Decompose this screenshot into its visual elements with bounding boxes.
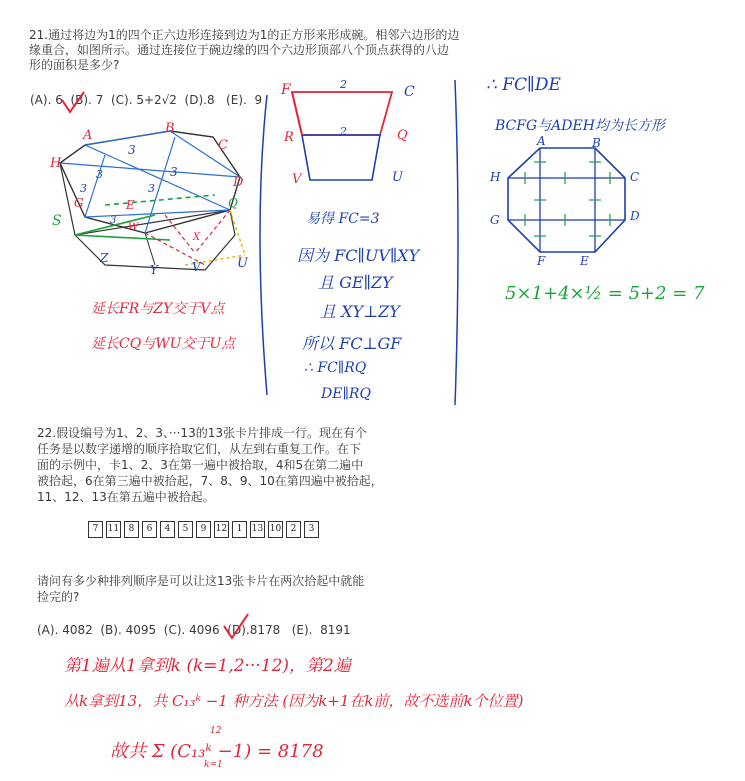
- fig1-num-3b: 3: [170, 165, 178, 179]
- fig3-formula: 5×1+4×½ = 5+2 = 7: [505, 283, 705, 304]
- fig1-num-3c: 3: [96, 168, 103, 181]
- q21-line-2: 缘重合，如图所示。通过连接位于碗边缘的四个六边形顶部八个顶点获得的八边: [29, 43, 450, 57]
- q22-line-2: 任务是以数字递增的顺序拾取它们，从左到右重复工作。在下: [37, 442, 362, 456]
- fig2-label-R: R: [284, 130, 294, 145]
- octagon-figure: [490, 140, 650, 260]
- card: 13: [250, 521, 265, 538]
- fig3-line-1: ∴ FC∥DE: [486, 75, 561, 95]
- fig1-label-W: W: [128, 222, 139, 233]
- sum-upper-limit: 12: [210, 726, 222, 736]
- fig1-label-V: V: [192, 260, 201, 274]
- card: 9: [196, 521, 211, 538]
- card: 11: [106, 521, 121, 538]
- card: 12: [214, 521, 229, 538]
- fig3-label-A: A: [537, 134, 546, 148]
- card: 8: [124, 521, 139, 538]
- card: 7: [88, 521, 103, 538]
- fig2-line-1: 易得 FC=3: [306, 211, 380, 227]
- fig2-num-2b: 2: [340, 125, 347, 138]
- fig1-label-Y: Y: [150, 263, 158, 277]
- q22-question-1: 请问有多少种排列顺序是可以让这13张卡片在两次拾起中就能: [37, 574, 365, 588]
- fig1-label-D: D: [233, 175, 244, 190]
- fig1-label-X: X: [193, 232, 201, 243]
- fig1-label-B: B: [165, 121, 175, 136]
- card: 4: [160, 521, 175, 538]
- card: 10: [268, 521, 283, 538]
- fig1-label-H: H: [50, 156, 62, 171]
- fig2-line-5: 所以 FC⊥GF: [302, 334, 402, 353]
- fig2-line-6: ∴ FC∥RQ: [304, 360, 367, 376]
- q22-line-3: 面的示例中，卡1、2、3在第一遍中被拾取，4和5在第二遍中: [37, 458, 364, 472]
- fig1-label-Q: Q: [228, 196, 238, 210]
- q22-line-1: 22.假设编号为1、2、3、···13的13张卡片排成一行。现在有个: [37, 426, 367, 440]
- fig3-label-C: C: [630, 170, 640, 184]
- q21-line-3: 形的面积是多少?: [29, 58, 120, 72]
- fig2-line-7: DE∥RQ: [321, 386, 371, 402]
- fig3-label-D: D: [630, 209, 640, 223]
- q21-line-1: 21.通过将边为1的四个正六边形连接到边为1的正方形来形成碗。相邻六边形的边: [29, 28, 460, 42]
- q22-line-5: 11、12、13在第五遍中被拾起。: [37, 490, 215, 504]
- fig2-line-3: 且 GE∥ZY: [318, 273, 393, 292]
- card: 6: [142, 521, 157, 538]
- fig1-label-A: A: [83, 128, 93, 143]
- solution-line-3: 故共 Σ (C₁₃ᵏ −1) = 8178: [110, 741, 324, 762]
- fig3-label-H: H: [490, 170, 501, 184]
- fig2-label-V: V: [292, 172, 302, 187]
- fig3-label-B: B: [592, 136, 601, 150]
- fig2-line-2: 因为 FC∥UV∥XY: [297, 246, 420, 265]
- fig1-num-3d: 3: [80, 182, 87, 195]
- card: 3: [304, 521, 319, 538]
- q22-line-4: 被拾起，6在第三遍中被拾起，7、8、9、10在第四遍中被拾起，: [37, 474, 383, 488]
- fig3-label-G: G: [490, 213, 500, 227]
- fig2-label-F: F: [281, 82, 291, 98]
- card: 5: [178, 521, 193, 538]
- card: 2: [286, 521, 301, 538]
- fig1-label-G: G: [74, 196, 84, 210]
- q22-answer-check-icon: [222, 612, 252, 642]
- solution-line-2: 从k拿到13，共 C₁₃ᵏ −1 种方法 (因为k+1在k前，故不选前k个位置): [64, 692, 524, 710]
- fig1-num-3e: 3: [148, 182, 155, 195]
- q21-answer-check-icon: [60, 90, 90, 120]
- fig1-note-1: 延长FR与ZY交于V点: [91, 301, 225, 317]
- fig1-note-2: 延长CQ与WU交于U点: [91, 336, 236, 352]
- sum-lower-limit: k=1: [204, 760, 223, 770]
- fig3-line-2: BCFG与ADEH均为长方形: [495, 118, 665, 134]
- fig2-num-2a: 2: [340, 78, 347, 91]
- fig1-num-3f: 3: [110, 215, 117, 226]
- fig2-line-4: 且 XY⊥ZY: [320, 302, 400, 321]
- fig1-label-C: C: [218, 138, 228, 153]
- q21-options: (A). 6 (B). 7 (C). 5+2√2 (D).8 (E). 9: [30, 93, 263, 107]
- fig2-label-Q: Q: [397, 128, 408, 143]
- fig1-label-Z: Z: [100, 251, 109, 265]
- q22-question-2: 捡完的?: [37, 590, 80, 604]
- fig2-label-U: U: [392, 170, 403, 185]
- fig3-label-F: F: [537, 254, 546, 268]
- fig1-label-U: U: [237, 256, 248, 271]
- card: 1: [232, 521, 247, 538]
- fig1-label-S: S: [52, 213, 62, 229]
- fig3-label-E: E: [580, 254, 589, 268]
- solution-line-1: 第1遍从1拿到k (k=1,2···12)，第2遍: [64, 656, 351, 676]
- fig1-num-3a: 3: [128, 143, 136, 157]
- q22-options: (A). 4082 (B). 4095 (C). 4096 (D).8178 (E). 8191: [37, 623, 351, 637]
- fig2-label-C: C: [404, 84, 415, 100]
- card-row: [88, 521, 319, 538]
- fig1-label-E: E: [126, 198, 135, 212]
